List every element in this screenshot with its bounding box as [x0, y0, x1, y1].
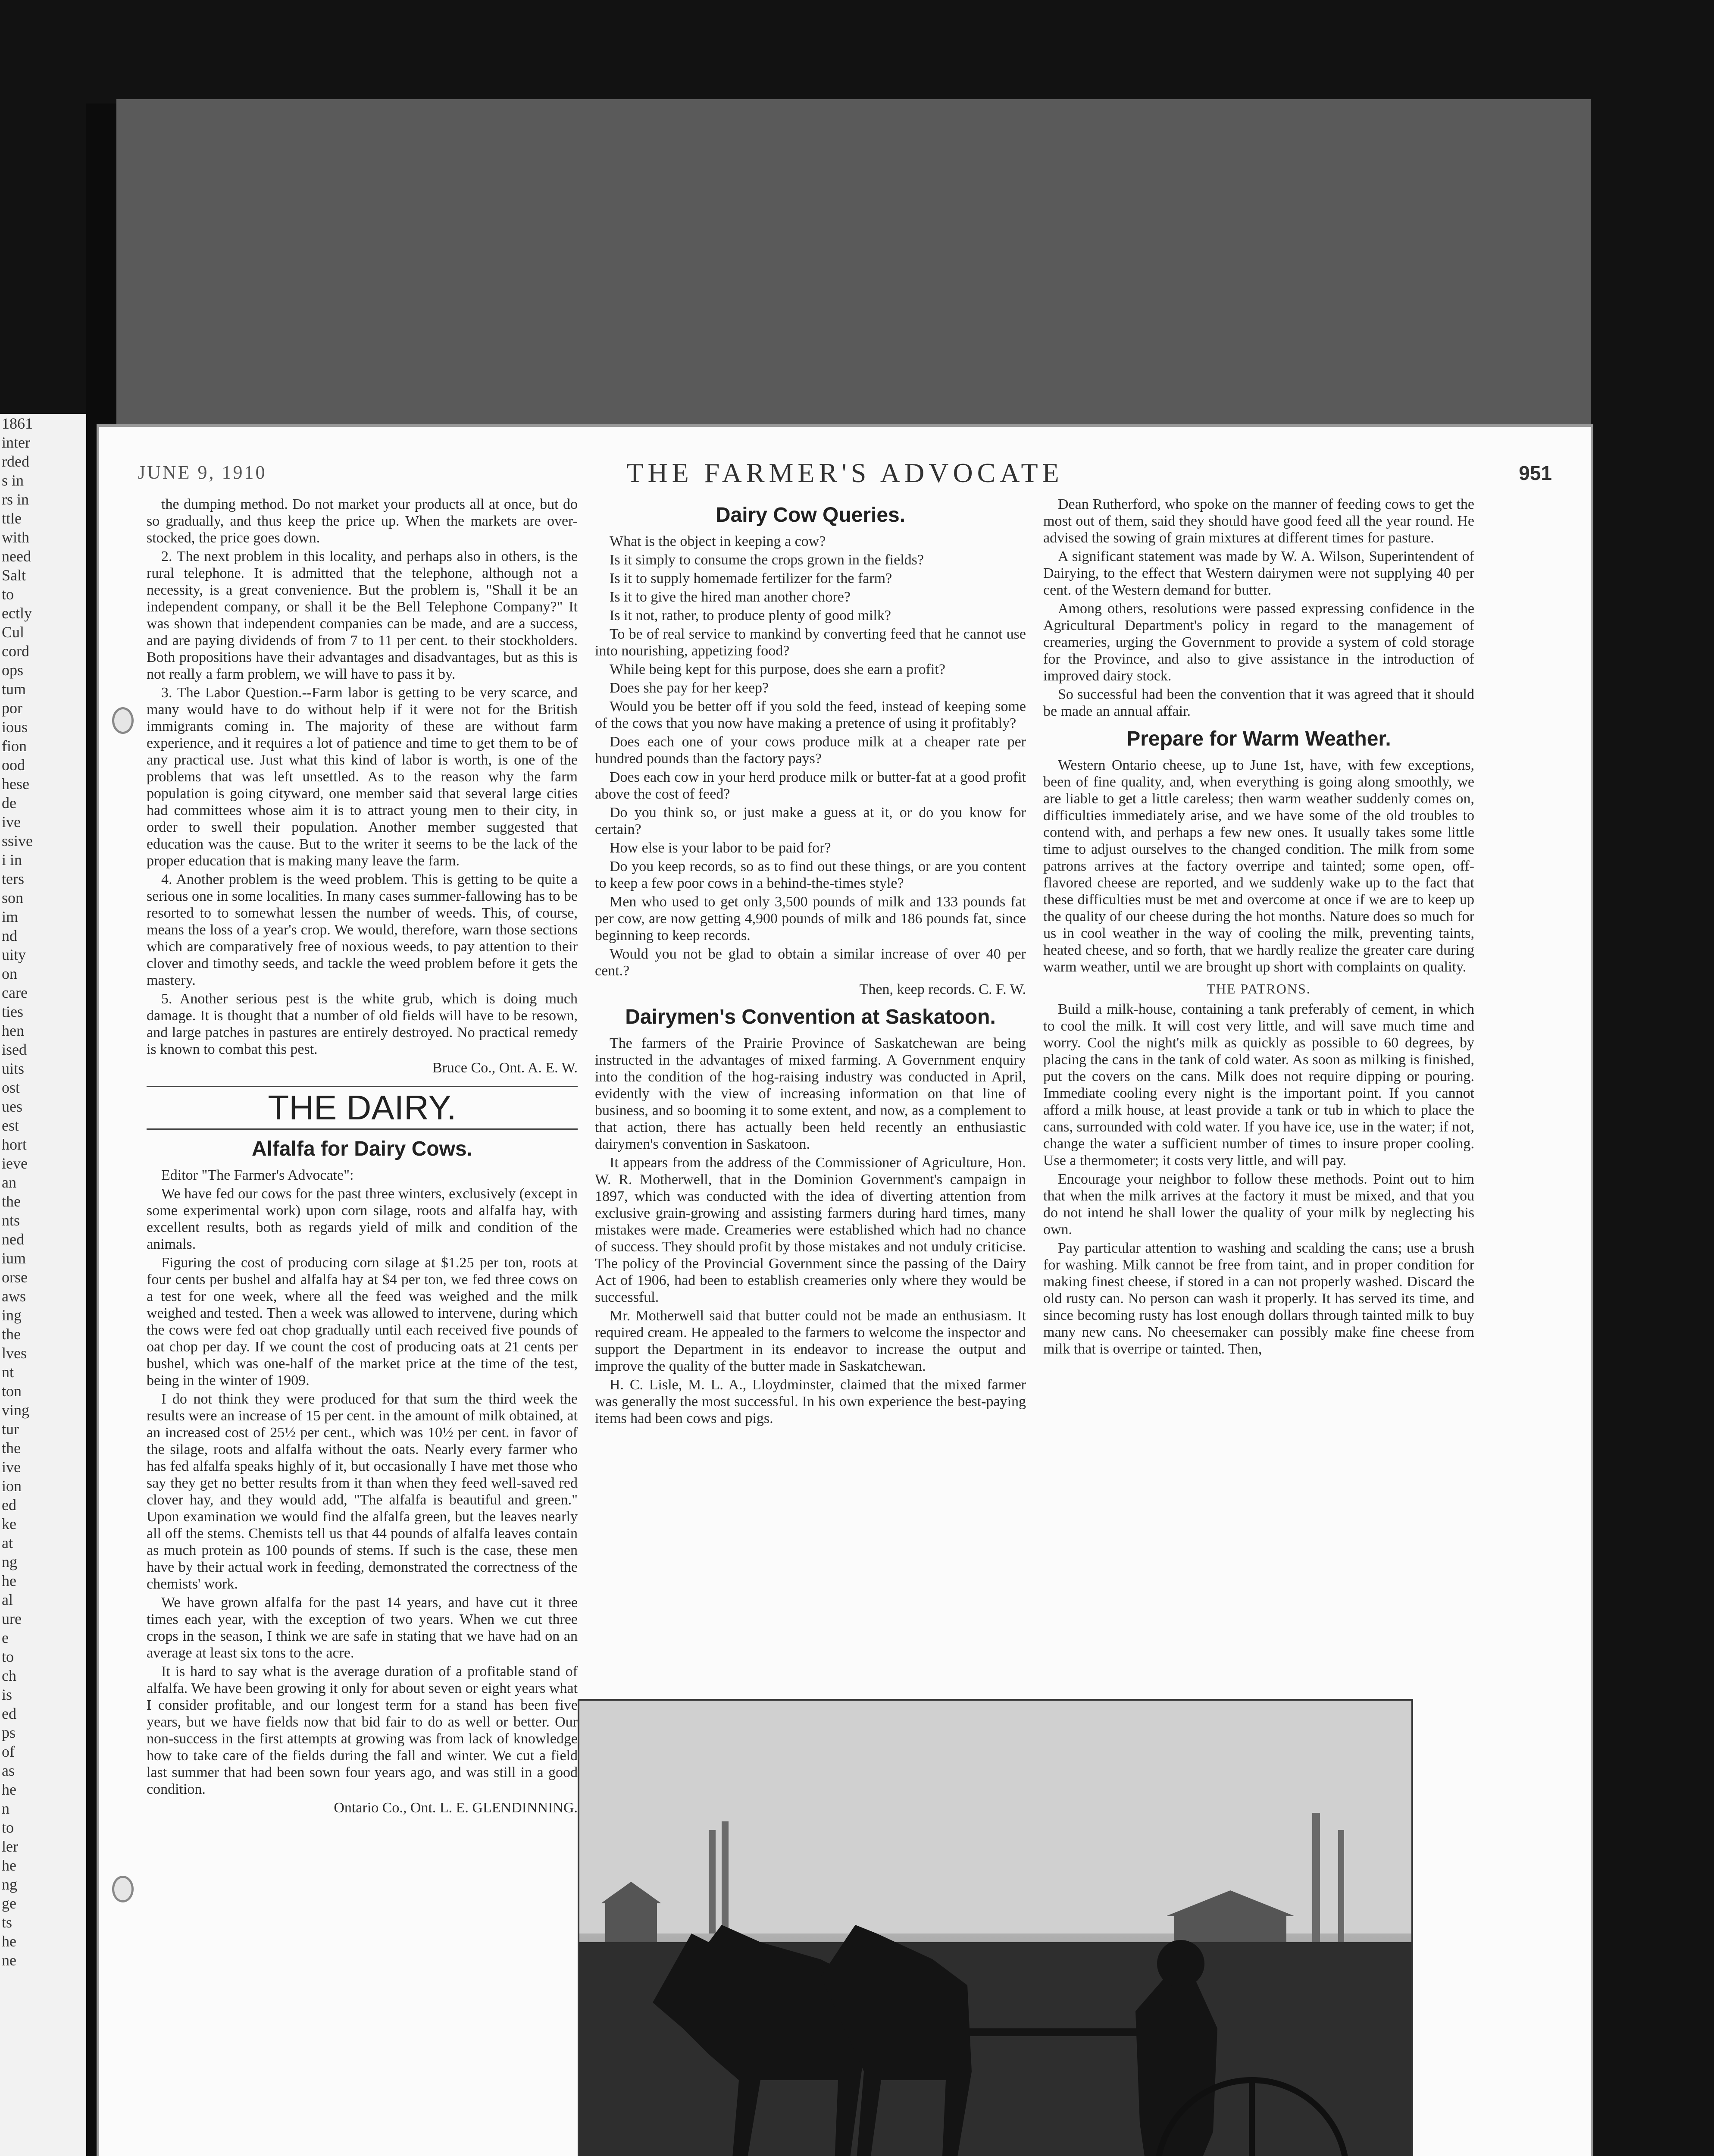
margin-fragment: hen: [2, 1022, 24, 1039]
margin-fragment: an: [2, 1174, 16, 1191]
margin-fragment: tum: [2, 680, 26, 698]
intro-signoff: Bruce Co., Ont. A. E. W.: [432, 1060, 578, 1076]
margin-fragment: ton: [2, 1382, 22, 1400]
margin-fragment: fion: [2, 737, 27, 755]
paragraph: While being kept for this purpose, does she earn a profit?: [610, 661, 945, 677]
margin-fragment: rs in: [2, 491, 29, 508]
page-number: 951: [1519, 462, 1552, 484]
patrons-paragraphs: [1043, 1001, 1474, 1357]
previous-page-edge: [0, 414, 86, 2156]
margin-fragment: to: [2, 1648, 14, 1665]
margin-fragment: ive: [2, 1458, 21, 1476]
margin-fragment: inter: [2, 434, 30, 451]
margin-fragment: ues: [2, 1098, 22, 1115]
margin-fragment: uits: [2, 1060, 25, 1077]
margin-fragment: of: [2, 1743, 15, 1760]
margin-fragment: ng: [2, 1876, 17, 1893]
paragraph: How else is your labor to be paid for?: [610, 840, 831, 856]
margin-fragment: aws: [2, 1288, 26, 1305]
paragraph: H. C. Lisle, M. L. A., Lloydminster, claimed that the mixed farmer was generally the most successful. In his own experience the best-paying items had been cows and pigs.: [595, 1377, 1026, 1426]
margin-fragment: ium: [2, 1250, 26, 1267]
paragraph: So successful had been the convention that it was agreed that it should be made an annual affair.: [1043, 686, 1474, 719]
margin-fragment: ties: [2, 1003, 23, 1020]
right-column: [1043, 496, 1474, 1359]
margin-fragment: ure: [2, 1610, 22, 1627]
margin-fragment: ed: [2, 1705, 16, 1722]
rutherford-paragraphs: [1043, 496, 1474, 720]
margin-fragment: need: [2, 548, 31, 565]
paragraph: Is it simply to consume the crops grown in the fields?: [610, 552, 924, 568]
paragraph: Dean Rutherford, who spoke on the manner of feeding cows to get the most out of them, said they should have good feed all the year round. He advised the sowing of grain mixtures at different times for pasture.: [1043, 496, 1474, 546]
margin-fragment: ood: [2, 756, 25, 774]
paragraph: We have grown alfalfa for the past 14 years, and have cut it three times each year, with the exception of two years. When we cut three crops in the season, I think we are safe in stating that we have had on an average at least six tons to the acre.: [147, 1595, 578, 1661]
queries-paragraphs: [595, 533, 1026, 979]
margin-fragment: at: [2, 1534, 13, 1551]
margin-fragment: Salt: [2, 567, 26, 584]
paragraph: the dumping method. Do not market your products all at once, but do so gradually, and thus keep the price up. When the markets are over-stocked, the price goes down.: [147, 496, 578, 546]
paragraph: Figuring the cost of producing corn silage at $1.25 per ton, roots at four cents per bushel and alfalfa hay at $4 per ton, we fed three cows on a test for one week, where all the feed was weighed and the milk weighed and tested. Then a week was allowed to intervene, during which the cows were fed oat chop gradually until each received five pounds of oat chop per day. If we count the cost of producing oats at 21 cents per bushel, which was one-half of the market price at the time of the test, being in the winter of 1909.: [147, 1255, 578, 1388]
margin-fragment: ectly: [2, 605, 32, 622]
paragraph: Encourage your neighbor to follow these methods. Point out to him that when the milk arrives at the factory it must be mixed, and that you do not intend he shall lower the quality of your milk by neglecting his own.: [1043, 1171, 1474, 1238]
paragraph: Build a milk-house, containing a tank preferably of cement, in which to cool the milk. It will cost very little, and will save much time and worry. Cool the night's milk as quickly as possible to 60 degrees, by placing the cans in the tank of cold water. As soon as milking is finished, put the covers on the cans. Milk does not require dipping or pouring. Immediate cooling every night is the important point. If you cannot afford a milk house, at least provide a tank or tub in which to place the cans, surrounded with cold water. If you have ice, use in the water; if not, change the water a sufficient number of times to insure proper cooling. Use a thermometer; it costs very little, and will pay.: [1043, 1001, 1474, 1169]
page-header: [138, 458, 1552, 500]
margin-fragment: al: [2, 1591, 13, 1608]
margin-fragment: cord: [2, 642, 29, 660]
paragraph: We have fed our cows for the past three winters, exclusively (except in some experimental work) upon corn silage, roots and alfalfa hay, with excellent results, both as regards yield of milk and condition of the animals.: [147, 1186, 578, 1252]
margin-fragment: s in: [2, 472, 24, 489]
paragraph: It appears from the address of the Commissioner of Agriculture, Hon. W. R. Motherwell, that in the Dominion Government's campaign in 1897, which was conducted with the idea of diverting attention from exclusive grain-growing and assisting farmers during hard times, many mistakes were made. Creameries were established which had no chance of success. They should profit by those mistakes and not unduly criticise. The policy of the Provincial Government since the passing of the Dairy Act of 1906, had been to establish creameries only where they would be successful.: [595, 1155, 1026, 1305]
margin-fragment: n: [2, 1800, 9, 1817]
paragraph: Do you keep records, so as to find out these things, or are you content to keep a few poor cows in a behind-the-times style?: [595, 859, 1026, 891]
middle-column: [595, 496, 1026, 1429]
paragraph: Do you think so, or just make a guess at it, or do you know for certain?: [595, 805, 1026, 837]
margin-fragment: care: [2, 984, 28, 1001]
margin-fragment: on: [2, 965, 17, 982]
margin-fragment: ssive: [2, 832, 33, 849]
margin-fragment: 1861: [2, 415, 33, 432]
left-column: [147, 496, 578, 1819]
issue-date: JUNE 9, 1910: [138, 462, 267, 483]
margin-fragment: ttle: [2, 510, 22, 527]
margin-fragment: de: [2, 794, 16, 812]
margin-fragment: to: [2, 586, 14, 603]
margin-fragment: i in: [2, 851, 22, 868]
article-title-alfalfa: Alfalfa for Dairy Cows.: [251, 1138, 473, 1160]
margin-fragment: hort: [2, 1136, 27, 1153]
margin-fragment: as: [2, 1762, 15, 1779]
intro-paragraphs: [147, 496, 578, 1058]
convention-paragraphs: [595, 1035, 1026, 1427]
paragraph: Would you be better off if you sold the feed, instead of keeping some of the cows that you now have making a pretence of using it profitably?: [595, 699, 1026, 731]
subheading-patrons: THE PATRONS.: [1207, 981, 1311, 997]
margin-fragment: ieve: [2, 1155, 28, 1172]
paragraph: I do not think they were produced for that sum the third week the results were an increase of 15 per cent. in the amount of milk obtained, at an increased cost of 25½ per cent., which was 10½ per cent. in favor of the silage, roots and alfalfa without the oats. Nearly every farmer who has fed alfalfa speaks highly of it, but occasionally I have met those who say they get no better results from it than when they feed well-saved red clover hay, and they would add, "The alfalfa is beautiful and green." Upon examination we would find the alfalfa green, but the leaves nearly all off the stems. Chemists tell us that 44 pounds of alfalfa leaves contain as much protein as 100 pounds of stems. If such is the case, these men have by their actual work in feeding, demonstrated the correctness of the chemists' work.: [147, 1391, 578, 1592]
margin-fragment: he: [2, 1781, 16, 1798]
margin-fragment: ler: [2, 1838, 18, 1855]
margin-fragment: he: [2, 1857, 16, 1874]
margin-fragment: im: [2, 908, 19, 925]
paragraph: Among others, resolutions were passed expressing confidence in the Agricultural Department's policy in regard to the management of creameries, urging the Government to provide a system of cold storage for the Province, and also to give assistance in the introduction of improved dairy stock.: [1043, 601, 1474, 684]
article-title-warm-weather: Prepare for Warm Weather.: [1126, 727, 1391, 750]
paragraph: Is it to give the hired man another chore?: [610, 589, 851, 605]
margin-fragment: ch: [2, 1667, 16, 1684]
paragraph: What is the object in keeping a cow?: [610, 533, 826, 549]
margin-fragment: Cul: [2, 624, 25, 641]
alfalfa-signoff: Ontario Co., Ont. L. E. GLENDINNING.: [334, 1800, 578, 1816]
margin-fragment: he: [2, 1933, 16, 1950]
paragraph: Men who used to get only 3,500 pounds of milk and 133 pounds fat per cow, are now getting 4,900 pounds of milk and 186 pounds fat, since beginning to keep records.: [595, 894, 1026, 943]
margin-fragment: to: [2, 1819, 14, 1836]
paragraph: Is it not, rather, to produce plenty of good milk?: [610, 608, 891, 624]
paragraph: Pay particular attention to washing and scalding the cans; use a brush for washing. Milk cannot be free from taint, and in proper condition for making finest cheese, if stored in a can not properly washed. Discard the old rusty can. No person can wash it properly. It has served its time, and since becoming rusty has lost enough dollars through tainted milk to buy many new cans. No cheesemaker can possibly make fine cheese from milk that is overripe or tainted. Then,: [1043, 1240, 1474, 1357]
paragraph: 4. Another problem is the weed problem. This is getting to be quite a serious one in some localities. In many cases summer-fallowing has to be resorted to to somewhat lessen the number of weeds. This, of course, means the loss of a year's crop. We would, therefore, warn those sections which are comparatively free of noxious weeds, to pay attention to their clover and timothy seeds, and tackle the weed problem before it gets the mastery.: [147, 871, 578, 988]
margin-fragment: ops: [2, 661, 24, 679]
margin-fragment: with: [2, 529, 30, 546]
margin-fragment: nts: [2, 1212, 20, 1229]
margin-fragment: ion: [2, 1477, 22, 1495]
margin-fragment: ge: [2, 1895, 16, 1912]
margin-fragment: orse: [2, 1269, 28, 1286]
margin-fragment: ps: [2, 1724, 16, 1741]
margin-fragment: ost: [2, 1079, 20, 1096]
paragraph: To be of real service to mankind by converting feed that he cannot use into nourishing, appetizing food?: [595, 626, 1026, 659]
binding-hole: [112, 707, 134, 734]
margin-fragment: the: [2, 1193, 21, 1210]
margin-fragment: is: [2, 1686, 13, 1703]
margin-fragment: ters: [2, 870, 24, 887]
paragraph: 3. The Labor Question.--Farm labor is getting to be very scarce, and many would have to do without help if it were not for the British immigrants coming in. The majority of these are without farm experience, and it requires a lot of patience and time to get them to be of any practical use. Just what this kind of labor is worth, is one of the problems that was left unsettled. As to the reason why the farm population is going cityward, one member said that several large cities had committees whose aim it is to attract young men to their city, in order to swell their population. Another member suggested that education was the cause. But to the writer it seems to be the lack of the proper education that is making many leave the farm.: [147, 685, 578, 869]
paragraph: 2. The next problem in this locality, and perhaps also in others, is the rural telephone. It is admitted that the telephone, although not a necessity, is a great convenience. But the problem is, "Shall it be an independent company, or shall it be the Bell Telephone Company?" It was shown that independent companies can be made, and are a success, and are paying dividends of from 7 to 11 per cent. to their stockholders. Both propositions have their advantages and disadvantages, but as this is not really a farm problem, we will have to pass it by.: [147, 548, 578, 682]
margin-fragment: nd: [2, 927, 17, 944]
margin-fragment: ts: [2, 1914, 13, 1931]
paragraph: Editor "The Farmer's Advocate":: [161, 1167, 354, 1183]
margin-fragment: ke: [2, 1515, 16, 1532]
paragraph: Is it to supply homemade fertilizer for the farm?: [610, 570, 892, 586]
queries-signoff: Then, keep records. C. F. W.: [859, 981, 1026, 997]
margin-fragment: ned: [2, 1231, 24, 1248]
paragraph: 5. Another serious pest is the white grub, which is doing much damage. It is thought that a number of old fields will have to be resown, and large patches in pastures are entirely destroyed. No practical remedy is known to combat this pest.: [147, 991, 578, 1057]
margin-fragment: nt: [2, 1363, 14, 1381]
paragraph: Does each cow in your herd produce milk or butter-fat at a good profit above the cost of feed?: [595, 769, 1026, 802]
margin-fragment: por: [2, 699, 22, 717]
paragraph: Would you not be glad to obtain a similar increase of over 40 per cent.?: [595, 946, 1026, 979]
potato-planter-photo: [579, 1701, 1411, 2156]
binding-hole: [112, 1876, 134, 1902]
article-title-queries: Dairy Cow Queries.: [715, 504, 906, 526]
margin-fragment: e: [2, 1629, 9, 1646]
margin-fragment: tur: [2, 1420, 19, 1438]
paragraph: Does she pay for her keep?: [610, 680, 769, 696]
margin-fragment: the: [2, 1439, 21, 1457]
section-banner: THE DAIRY.: [147, 1086, 578, 1130]
margin-fragment: lves: [2, 1344, 27, 1362]
margin-fragment: est: [2, 1117, 19, 1134]
margin-fragment: he: [2, 1572, 16, 1589]
alfalfa-paragraphs: [147, 1167, 578, 1798]
margin-fragment: ving: [2, 1401, 30, 1419]
margin-fragment: uity: [2, 946, 26, 963]
paragraph: Western Ontario cheese, up to June 1st, have, with few exceptions, been of fine quality, and, when everything is going along smoothly, we are liable to get a little careless; then warm weather suddenly comes on, difficulties immediately arise, and we have some of the old troubles to contend with, and perhaps a few new ones. It usually takes some little time to adjust ourselves to the changed condition. The milk from some patrons arrives at the factory overripe and tainted; some open, off-flavored cheese are reported, and we suddenly wake up to the fact that these difficulties must be met and overcome at once if we are to keep up the quality of our cheese during the hot months. Nature does so much for us in cool weather in the way of cooling the milk, preventing taints, heated cheese, and so forth, that we hardly realize the greater care during warm weather, until we are brought up short with complaints on quality.: [1043, 757, 1474, 975]
article-title-convention: Dairymen's Convention at Saskatoon.: [625, 1006, 996, 1028]
margin-fragment: hese: [2, 775, 29, 793]
paragraph: A significant statement was made by W. A. Wilson, Superintendent of Dairying, to the effect that Western dairymen were not supplying 40 per cent. of the Western demand for butter.: [1043, 548, 1474, 598]
margin-fragment: the: [2, 1326, 21, 1343]
photograph: [578, 1699, 1413, 2156]
masthead-title: THE FARMER'S ADVOCATE: [626, 458, 1063, 488]
margin-fragment: ng: [2, 1553, 17, 1570]
margin-fragment: ne: [2, 1952, 16, 1969]
warm-weather-paragraphs: [1043, 757, 1474, 975]
margin-fragment: ious: [2, 718, 28, 736]
paragraph: Mr. Motherwell said that butter could not be made an enthusiasm. It required cream. He appealed to the farmers to welcome the inspector and support the Department in its endeavor to increase the output and improve the quality of the butter made in Saskatchewan.: [595, 1308, 1026, 1374]
margin-fragment: ing: [2, 1307, 22, 1324]
margin-fragment: son: [2, 889, 24, 906]
paragraph: The farmers of the Prairie Province of Saskatchewan are being instructed in the advantages of mixed farming. A Government enquiry into the condition of the hog-raising industry was conducted in April, evidently with the view of increasing information on that line of business, and so booming it to some extent, and now, as a complement to that action, there has actually been held recently an enthusiastic dairymen's convention in Saskatoon.: [595, 1035, 1026, 1152]
margin-fragment: ised: [2, 1041, 27, 1058]
margin-fragment: ed: [2, 1496, 16, 1514]
margin-fragment: rded: [2, 453, 29, 470]
margin-fragment: ive: [2, 813, 21, 830]
paragraph: It is hard to say what is the average duration of a profitable stand of alfalfa. We have been growing it only for about seven or eight years what I consider profitable, and our longest term for a stand has been five years, but we have fields now that bid fair to do as well or better. Our non-success in the first attempts at growing was from lack of knowledge how to take care of the fields during the fall and winter. We cut a field last summer that had been sown four years ago, and was still in a good condition.: [147, 1664, 578, 1797]
paragraph: Does each one of your cows produce milk at a cheaper rate per hundred pounds than the factory pays?: [595, 734, 1026, 767]
